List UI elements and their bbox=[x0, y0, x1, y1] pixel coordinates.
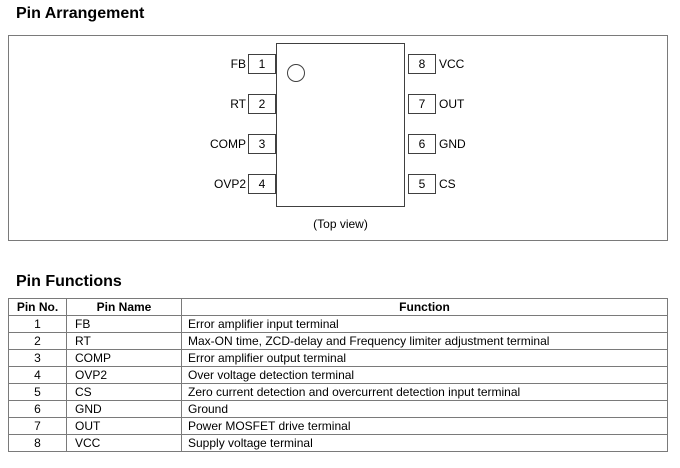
header-pin-name: Pin Name bbox=[67, 299, 182, 316]
table-row bbox=[9, 350, 668, 367]
top-view-caption: (Top view) bbox=[313, 217, 368, 231]
table-row bbox=[9, 316, 668, 333]
cell-pin-name: OVP2 bbox=[67, 367, 182, 384]
cell-pin-name: VCC bbox=[67, 435, 182, 452]
cell-function: Error amplifier input terminal bbox=[182, 316, 668, 333]
header-function: Function bbox=[182, 299, 668, 316]
cell-pin-name: RT bbox=[67, 333, 182, 350]
cell-pin-no: 5 bbox=[9, 384, 67, 401]
table-row bbox=[9, 367, 668, 384]
pin-number-8: 8 bbox=[408, 54, 436, 74]
table-row bbox=[9, 384, 668, 401]
pin-label-vcc: VCC bbox=[439, 57, 465, 71]
pin-label-out: OUT bbox=[439, 97, 465, 111]
cell-function: Zero current detection and overcurrent detection input terminal bbox=[182, 384, 668, 401]
pin-label-rt: RT bbox=[230, 97, 246, 111]
cell-function: Supply voltage terminal bbox=[182, 435, 668, 452]
pin-number-5: 5 bbox=[408, 174, 436, 194]
cell-function: Over voltage detection terminal bbox=[182, 367, 668, 384]
pin-arrangement-title: Pin Arrangement bbox=[16, 5, 145, 22]
table-header-row bbox=[9, 299, 668, 316]
cell-pin-name: GND bbox=[67, 401, 182, 418]
ic-package bbox=[276, 43, 405, 207]
pin-label-cs: CS bbox=[439, 177, 456, 191]
pin1-marker-circle bbox=[287, 64, 305, 82]
pin-number-2: 2 bbox=[248, 94, 276, 114]
cell-function: Max-ON time, ZCD-delay and Frequency limiter adjustment terminal bbox=[182, 333, 668, 350]
cell-pin-no: 7 bbox=[9, 418, 67, 435]
cell-pin-no: 3 bbox=[9, 350, 67, 367]
pin-number-6: 6 bbox=[408, 134, 436, 154]
header-pin-no: Pin No. bbox=[9, 299, 67, 316]
pin-number-3: 3 bbox=[248, 134, 276, 154]
cell-pin-no: 1 bbox=[9, 316, 67, 333]
pin-functions-title: Pin Functions bbox=[16, 273, 122, 290]
cell-pin-name: COMP bbox=[67, 350, 182, 367]
cell-function: Error amplifier output terminal bbox=[182, 350, 668, 367]
table-row bbox=[9, 418, 668, 435]
pin-functions-table bbox=[8, 298, 668, 452]
cell-pin-no: 8 bbox=[9, 435, 67, 452]
table-row bbox=[9, 401, 668, 418]
pin-label-ovp2: OVP2 bbox=[213, 177, 246, 191]
pin-number-1: 1 bbox=[248, 54, 276, 74]
cell-pin-name: CS bbox=[67, 384, 182, 401]
pin-number-7: 7 bbox=[408, 94, 436, 114]
pin-number-4: 4 bbox=[248, 174, 276, 194]
table-row bbox=[9, 435, 668, 452]
cell-pin-no: 2 bbox=[9, 333, 67, 350]
pin-label-fb: FB bbox=[230, 57, 246, 71]
cell-function: Ground bbox=[182, 401, 668, 418]
cell-function: Power MOSFET drive terminal bbox=[182, 418, 668, 435]
cell-pin-no: 6 bbox=[9, 401, 67, 418]
cell-pin-name: OUT bbox=[67, 418, 182, 435]
cell-pin-no: 4 bbox=[9, 367, 67, 384]
cell-pin-name: FB bbox=[67, 316, 182, 333]
pin-label-comp: COMP bbox=[210, 137, 246, 151]
table-row bbox=[9, 333, 668, 350]
pin-label-gnd: GND bbox=[439, 137, 466, 151]
